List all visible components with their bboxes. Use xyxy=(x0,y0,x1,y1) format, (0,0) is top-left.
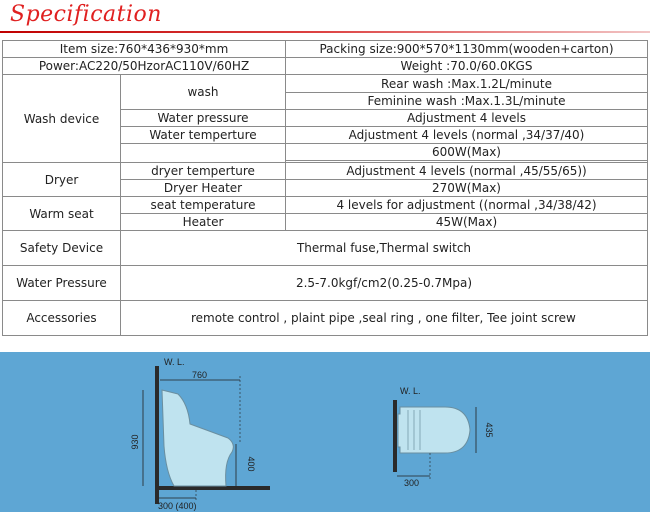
water-pressure-row-label: Water Pressure xyxy=(3,266,121,301)
dryer-label: Dryer xyxy=(3,163,121,197)
dryer-heater-value: 270W(Max) xyxy=(286,180,648,197)
water-temp-value: Adjustment 4 levels (normal ,34/37/40) xyxy=(286,127,648,144)
accessories-value: remote control , plaint pipe ,seal ring , one filter, Tee joint screw xyxy=(121,301,648,336)
weight: Weight :70.0/60.0KGS xyxy=(286,58,648,75)
seat-temp-label: seat temperature xyxy=(121,197,286,214)
dimension-drawings xyxy=(0,352,650,512)
wash-empty-cell xyxy=(121,144,286,163)
packing-size: Packing size:900*570*1130mm(wooden+carton) xyxy=(286,41,648,58)
seat-temp-value: 4 levels for adjustment ((normal ,34/38/42) xyxy=(286,197,648,214)
water-temp-label: Water temperture xyxy=(121,127,286,144)
top-rough-in-label: 300 xyxy=(404,478,420,488)
item-size: Item size:760*436*930*mm xyxy=(3,41,286,58)
page-title: Specification xyxy=(10,2,162,27)
safety-label: Safety Device xyxy=(3,231,121,266)
wash-power-value: 600W(Max) xyxy=(286,144,648,161)
top-wl-label: W. L. xyxy=(400,386,421,396)
top-view-drawing xyxy=(393,386,494,488)
side-floor xyxy=(155,486,270,490)
side-tank-height-label: 400 xyxy=(246,456,256,472)
seat-heater-label: Heater xyxy=(121,214,286,231)
toilet-side-body xyxy=(162,390,233,486)
drawing-panel xyxy=(0,352,650,512)
side-width-label: 760 xyxy=(192,370,208,380)
water-pressure-row-value: 2.5-7.0kgf/cm2(0.25-0.7Mpa) xyxy=(121,266,648,301)
water-pressure-value: Adjustment 4 levels xyxy=(286,110,648,127)
top-wall xyxy=(393,400,397,472)
feminine-wash: Feminine wash :Max.1.3L/minute xyxy=(286,93,648,110)
spec-table xyxy=(2,40,648,336)
dryer-temp-label: dryer temperture xyxy=(121,163,286,180)
dryer-heater-label: Dryer Heater xyxy=(121,180,286,197)
side-height-label: 930 xyxy=(130,434,140,450)
title-underline xyxy=(0,31,650,33)
power: Power:AC220/50HzorAC110V/60HZ xyxy=(3,58,286,75)
seat-heater-value: 45W(Max) xyxy=(286,214,648,231)
warm-seat-label: Warm seat xyxy=(3,197,121,231)
toilet-top-body xyxy=(398,407,470,453)
rear-wash: Rear wash :Max.1.2L/minute xyxy=(286,75,648,93)
top-width-label: 435 xyxy=(484,422,494,438)
side-view-drawing xyxy=(130,357,270,511)
side-wall xyxy=(155,366,159,504)
safety-value: Thermal fuse,Thermal switch xyxy=(121,231,648,266)
wash-device-label: Wash device xyxy=(3,75,121,163)
dryer-temp-value: Adjustment 4 levels (normal ,45/55/65)) xyxy=(286,163,648,180)
side-wl-label: W. L. xyxy=(164,357,185,367)
accessories-label: Accessories xyxy=(3,301,121,336)
water-pressure-label: Water pressure xyxy=(121,110,286,127)
side-rough-in-label: 300 (400) xyxy=(158,501,197,511)
wash-label: wash xyxy=(121,75,286,110)
